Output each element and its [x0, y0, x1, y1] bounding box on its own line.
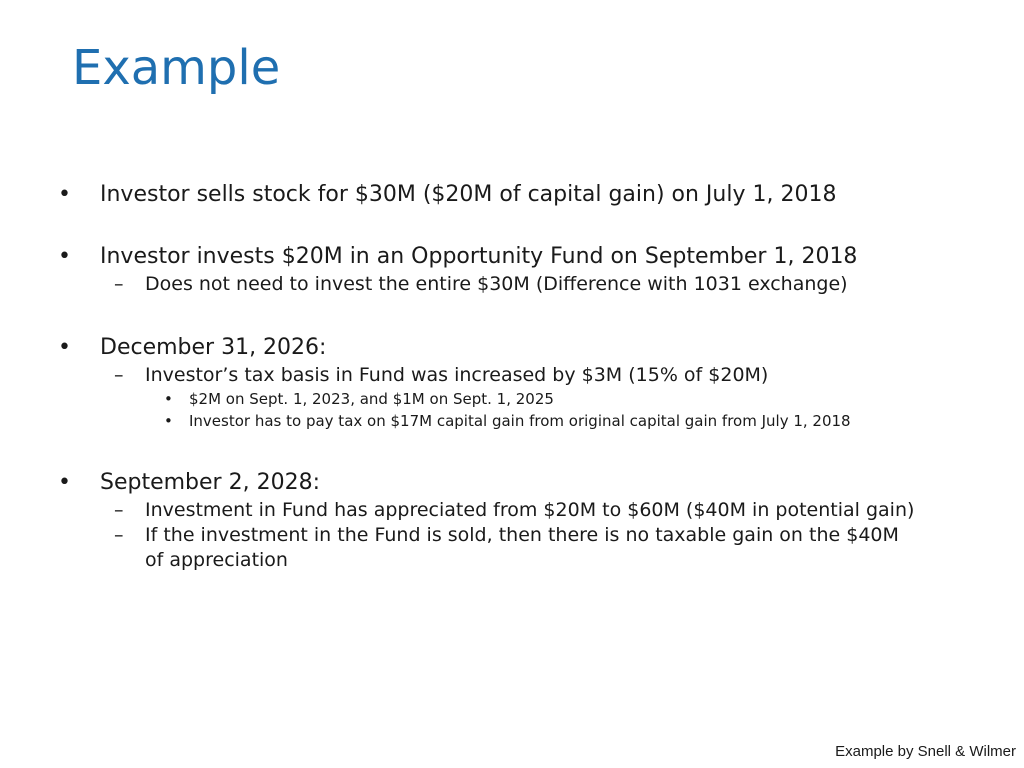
bullet-item — [58, 468, 958, 498]
bullet-dot-icon: • — [164, 390, 173, 408]
sub-sub-bullet-item — [58, 410, 958, 432]
dash-icon: – — [114, 524, 124, 546]
sub-bullet-item — [58, 363, 915, 388]
dash-icon: – — [114, 273, 124, 295]
sub-bullet-item — [58, 523, 915, 573]
bullet-text: Investor sells stock for $30M ($20M of capital gain) on July 1, 2018 — [100, 182, 837, 207]
sub-bullet-item — [58, 272, 915, 297]
sub-bullet-text: Investor’s tax basis in Fund was increased by $3M (15% of $20M) — [145, 364, 769, 386]
slide-title: Example — [72, 40, 281, 96]
dash-icon: – — [114, 364, 124, 386]
spacer — [58, 210, 958, 242]
bullet-item — [58, 180, 958, 210]
bullet-dot-icon: • — [164, 412, 173, 430]
bullet-text: December 31, 2026: — [100, 335, 327, 360]
dash-icon: – — [114, 499, 124, 521]
sub-bullet-item — [58, 498, 915, 523]
spacer — [58, 432, 958, 468]
bullet-dot-icon: • — [58, 182, 71, 207]
bullet-text: September 2, 2028: — [100, 470, 320, 495]
bullet-dot-icon: • — [58, 244, 71, 269]
sub-bullet-text: Investment in Fund has appreciated from $20M to $60M ($40M in potential gain) — [145, 499, 915, 521]
bullet-list — [58, 180, 958, 573]
sub-bullet-text: If the investment in the Fund is sold, then there is no taxable gain on the $40M of appreciation — [145, 524, 899, 571]
bullet-dot-icon: • — [58, 335, 71, 360]
footer-credit: Example by Snell & Wilmer — [835, 743, 1016, 760]
sub-sub-bullet-item — [58, 388, 958, 410]
spacer — [58, 297, 958, 333]
bullet-dot-icon: • — [58, 470, 71, 495]
sub-bullet-text: Does not need to invest the entire $30M (Difference with 1031 exchange) — [145, 273, 848, 295]
bullet-item — [58, 242, 958, 272]
bullet-item — [58, 333, 958, 363]
sub-sub-bullet-text: $2M on Sept. 1, 2023, and $1M on Sept. 1, 2025 — [189, 390, 554, 408]
sub-sub-bullet-text: Investor has to pay tax on $17M capital gain from original capital gain from July 1, 2018 — [189, 412, 851, 430]
bullet-text: Investor invests $20M in an Opportunity Fund on September 1, 2018 — [100, 244, 858, 269]
